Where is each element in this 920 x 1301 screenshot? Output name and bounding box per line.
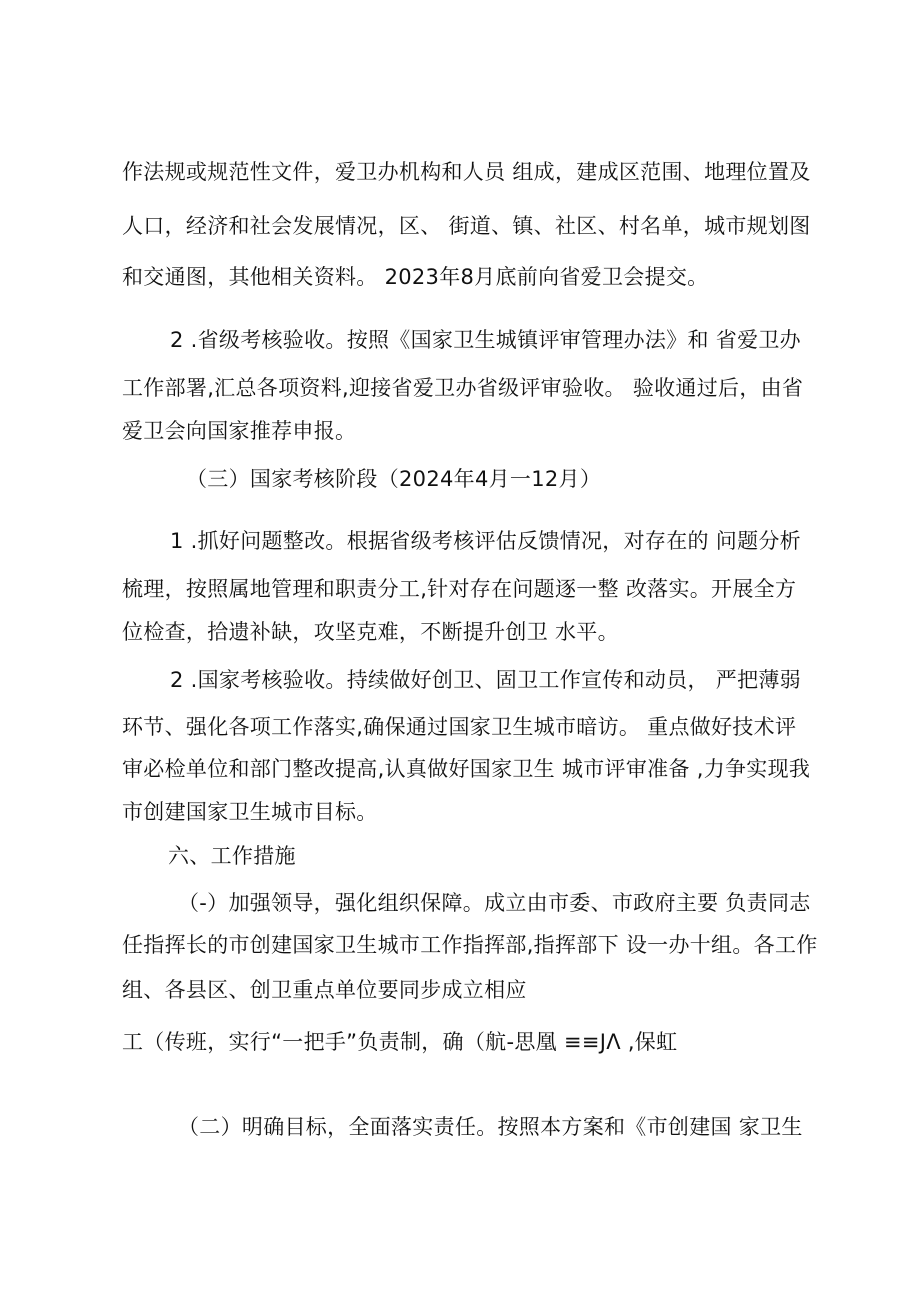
text-line-19: 工（传班，实行“一把手”负责制，确（航-思凰 ≡≡JΛ ,保虹 <box>122 1030 678 1054</box>
measures-heading: 六、工作措施 <box>168 844 296 868</box>
text-line-5: 工作部署,汇总各项资料,迎接省爱卫办省级评审验收。 验收通过后，由省 <box>122 376 804 400</box>
text-line-14: 市创建国家卫生城市目标。 <box>122 800 378 824</box>
text-line-2: 人口，经济和社会发展情况，区、 街道、镇、社区、村名单，城市规划图 <box>122 214 811 238</box>
text-line-8: 1 .抓好问题整改。根据省级考核评估反馈情况，对存在的 问题分析 <box>170 529 801 553</box>
text-line-12: 环节、强化各项工作落实,确保通过国家卫生城市暗访。 重点做好技术评 <box>122 715 797 739</box>
text-line-13: 审必检单位和部门整改提高,认真做好国家卫生 城市评审准备 ,力争实现我 <box>122 757 811 781</box>
text-line-4: 2 .省级考核验收。按照《国家卫生城镇评审管理办法》和 省爱卫办 <box>170 328 801 352</box>
text-line-16: （-）加强领导，强化组织保障。成立由市委、市政府主要 负责同志 <box>178 891 811 915</box>
text-line-1: 作法规或规范性文件，爱卫办机构和人员 组成，建成区范围、地理位置及 <box>122 160 811 184</box>
text-line-18: 组、各县区、创卫重点单位要同步成立相应 <box>122 978 527 1002</box>
text-line-20: （二）明确目标，全面落实责任。按照本方案和《市创建国 家卫生 <box>178 1115 803 1139</box>
text-line-10: 位检查，拾遗补缺，攻坚克难，不断提升创卫 水平。 <box>122 620 619 644</box>
text-line-17: 任指挥长的市创建国家卫生城市工作指挥部,指挥部下 设一办十组。各工作 <box>122 933 818 957</box>
text-line-9: 梳理，按照属地管理和职责分工,针对存在问题逐一整 改落实。开展全方 <box>122 577 797 601</box>
text-line-3: 和交通图，其他相关资料。 2023年8月底前向省爱卫会提交。 <box>122 265 709 289</box>
text-line-11: 2 .国家考核验收。持续做好创卫、固卫工作宣传和动员， 严把薄弱 <box>170 668 801 692</box>
section-heading: （三）国家考核阶段（2024年4月一12月） <box>186 467 602 491</box>
text-line-6: 爱卫会向国家推荐申报。 <box>122 419 357 443</box>
